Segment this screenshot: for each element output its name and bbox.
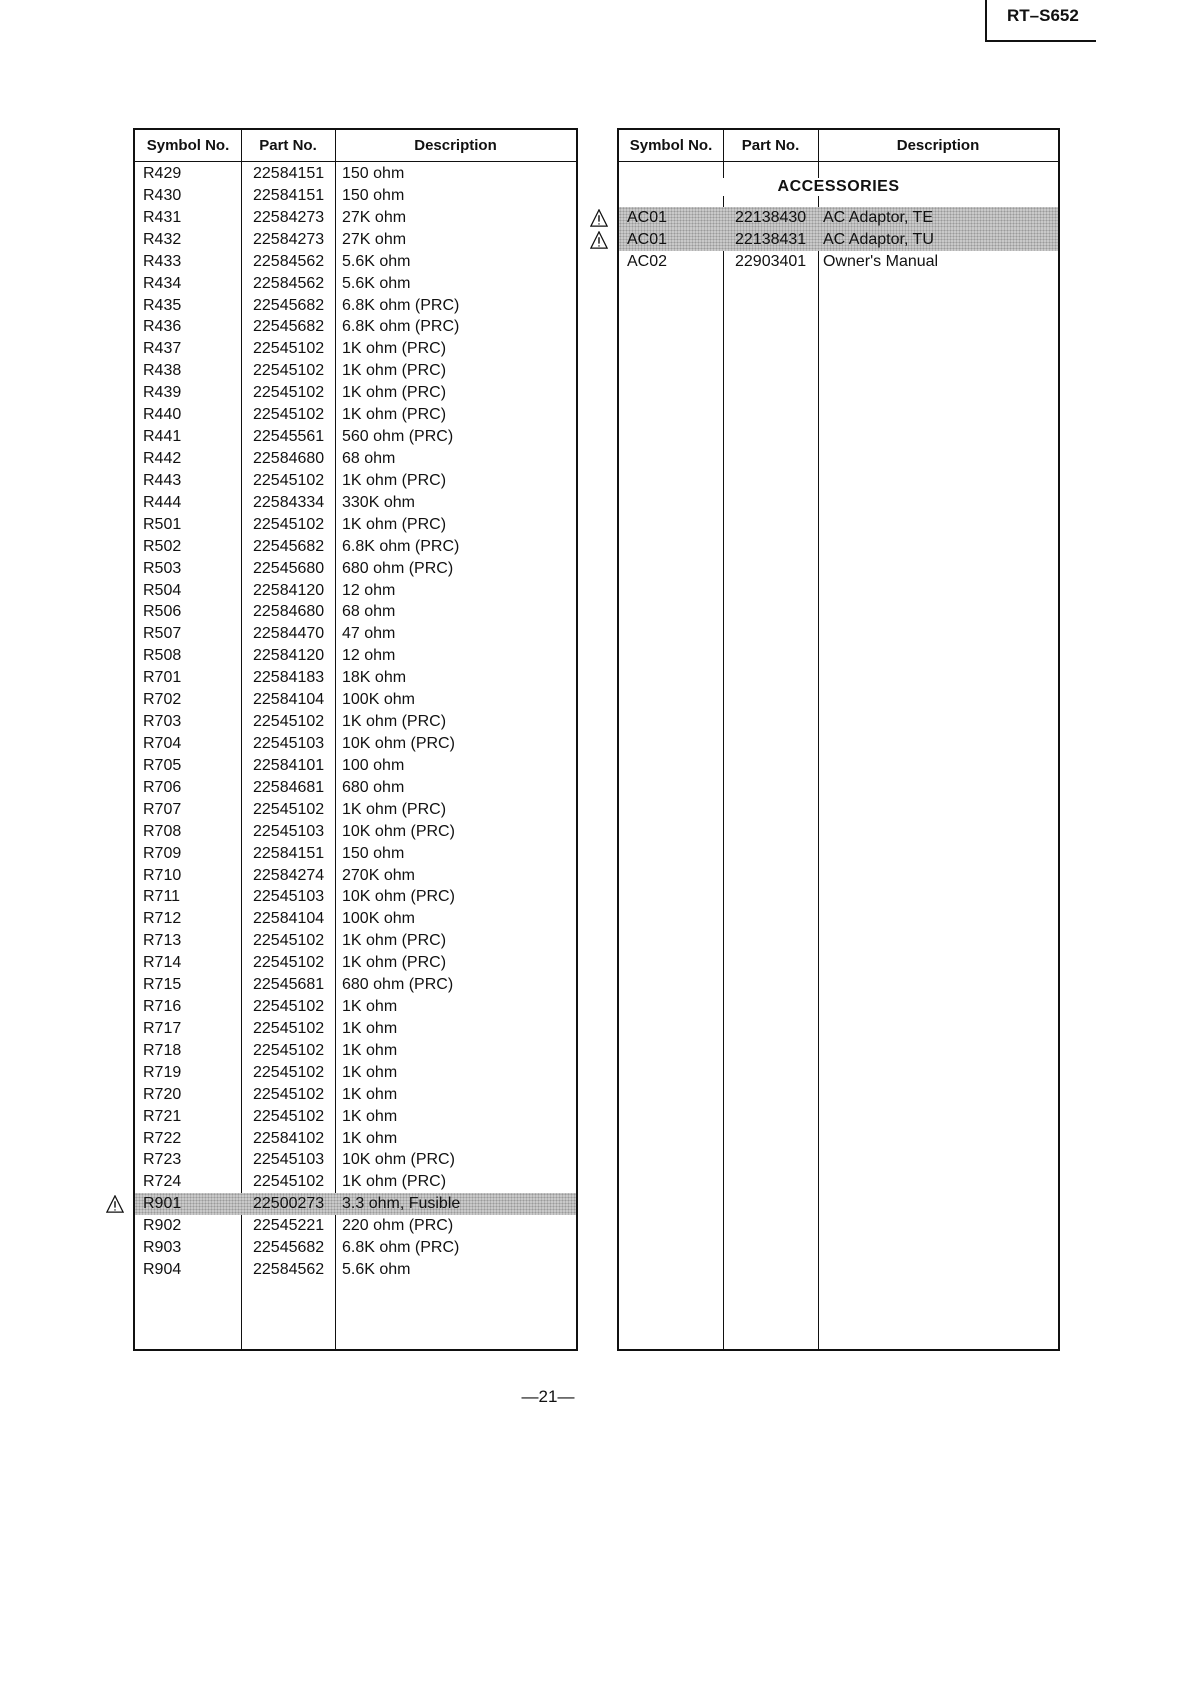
- header-part-no: Part No.: [259, 137, 317, 154]
- cell-symbol: R443: [143, 471, 182, 489]
- table-row: [135, 273, 576, 295]
- table-row: [619, 207, 1058, 229]
- safety-warning-icon: [106, 1195, 124, 1213]
- cell-description: 1K ohm: [342, 1019, 398, 1037]
- cell-description: 560 ohm (PRC): [342, 428, 454, 446]
- cell-part-no: 22545103: [253, 1151, 325, 1169]
- cell-symbol: R711: [143, 888, 181, 906]
- cell-symbol: R716: [143, 998, 182, 1016]
- cell-description: 68 ohm: [342, 449, 396, 467]
- cell-part-no: 22584104: [253, 910, 325, 928]
- cell-part-no: 22584151: [253, 165, 325, 182]
- cell-symbol: R704: [143, 734, 182, 752]
- cell-part-no: 22584274: [253, 866, 325, 884]
- table-body: [619, 207, 1058, 273]
- table-row: [135, 426, 576, 448]
- cell-part-no: 22584680: [253, 449, 325, 467]
- cell-symbol: R723: [143, 1151, 182, 1169]
- cell-description: 6.8K ohm (PRC): [342, 1239, 460, 1257]
- cell-symbol: R720: [143, 1085, 182, 1103]
- cell-description: 1K ohm (PRC): [342, 800, 447, 818]
- cell-symbol: R712: [143, 910, 182, 928]
- table-row: [135, 1106, 576, 1128]
- cell-description: 12 ohm: [342, 647, 396, 665]
- cell-part-no: 22545103: [253, 888, 325, 906]
- cell-description: 150 ohm: [342, 844, 405, 862]
- header-symbol-no: Symbol No.: [146, 137, 230, 154]
- cell-part-no: 22545102: [253, 1085, 325, 1103]
- cell-symbol: AC02: [627, 252, 668, 270]
- cell-description: 220 ohm (PRC): [342, 1217, 454, 1235]
- cell-description: 1K ohm (PRC): [342, 954, 447, 972]
- cell-description: 6.8K ohm (PRC): [342, 296, 460, 314]
- table-row: [135, 536, 576, 558]
- cell-description: 1K ohm: [342, 998, 398, 1016]
- cell-description: 5.6K ohm: [342, 252, 411, 270]
- cell-description: 1K ohm (PRC): [342, 1173, 447, 1191]
- cell-description: 6.8K ohm (PRC): [342, 318, 460, 336]
- cell-symbol: R439: [143, 384, 182, 402]
- table-row: [135, 799, 576, 821]
- cell-part-no: 22545103: [253, 734, 325, 752]
- table-row: [135, 843, 576, 865]
- cell-part-no: 22545102: [253, 1041, 325, 1059]
- cell-symbol: R719: [143, 1063, 182, 1081]
- cell-symbol: R442: [143, 449, 182, 467]
- column-divider: [723, 130, 724, 1349]
- table-row: [135, 952, 576, 974]
- header-part-no: Part No.: [741, 137, 800, 154]
- cell-description: 330K ohm: [342, 493, 415, 511]
- cell-part-no: 22584151: [253, 186, 325, 204]
- cell-part-no: 22903401: [735, 252, 807, 270]
- safety-warning-icon: [590, 209, 608, 227]
- cell-symbol: R433: [143, 252, 182, 270]
- cell-description: 3.3 ohm, Fusible: [342, 1195, 461, 1213]
- table-row: [135, 185, 576, 207]
- cell-description: 680 ohm (PRC): [342, 976, 454, 994]
- table-row: [135, 1062, 576, 1084]
- cell-description: 1K ohm (PRC): [342, 932, 447, 950]
- cell-part-no: 22584562: [253, 1261, 325, 1279]
- cell-part-no: 22584120: [253, 647, 325, 665]
- table-row: [135, 645, 576, 667]
- table-row: [135, 711, 576, 733]
- cell-part-no: 22584104: [253, 691, 325, 709]
- cell-part-no: 22545102: [253, 932, 325, 950]
- table-row: [135, 229, 576, 251]
- cell-part-no: 22545102: [253, 362, 325, 380]
- cell-description: 27K ohm: [342, 208, 407, 226]
- parts-table-resistors: [133, 128, 578, 1351]
- table-row: [135, 295, 576, 317]
- cell-symbol: AC01: [627, 209, 668, 226]
- cell-symbol: R708: [143, 822, 182, 840]
- cell-description: 12 ohm: [342, 581, 396, 599]
- cell-part-no: 22584334: [253, 493, 325, 511]
- cell-description: 27K ohm: [342, 230, 407, 248]
- cell-description: 1K ohm (PRC): [342, 406, 447, 424]
- cell-symbol: R429: [143, 165, 182, 182]
- cell-description: 1K ohm (PRC): [342, 340, 447, 358]
- cell-part-no: 22545102: [253, 1173, 325, 1191]
- cell-part-no: 22545102: [253, 406, 325, 424]
- cell-symbol: R503: [143, 559, 182, 577]
- safety-warning-icon: [590, 231, 608, 249]
- cell-symbol: R507: [143, 625, 182, 643]
- cell-symbol: R715: [143, 976, 182, 994]
- cell-symbol: R432: [143, 230, 182, 248]
- cell-part-no: 22545102: [253, 515, 325, 533]
- cell-description: 1K ohm: [342, 1063, 398, 1081]
- cell-part-no: 22545102: [253, 713, 325, 731]
- cell-part-no: 22138430: [735, 209, 807, 226]
- cell-symbol: R502: [143, 537, 182, 555]
- cell-symbol: R903: [143, 1239, 182, 1257]
- table-row: [135, 755, 576, 777]
- cell-symbol: R506: [143, 603, 182, 621]
- table-row: [135, 404, 576, 426]
- table-row: [135, 1193, 576, 1215]
- cell-description: 10K ohm (PRC): [342, 734, 455, 752]
- cell-description: 10K ohm (PRC): [342, 888, 455, 906]
- cell-part-no: 22545102: [253, 1019, 325, 1037]
- cell-description: 1K ohm: [342, 1041, 398, 1059]
- cell-symbol: R710: [143, 866, 182, 884]
- cell-symbol: R435: [143, 296, 182, 314]
- cell-description: 1K ohm (PRC): [342, 471, 447, 489]
- table-row: [135, 865, 576, 887]
- cell-part-no: 22545102: [253, 340, 325, 358]
- cell-part-no: 22584470: [253, 625, 325, 643]
- cell-description: 100K ohm: [342, 691, 415, 709]
- cell-description: 5.6K ohm: [342, 1261, 411, 1279]
- table-row: [619, 229, 1058, 251]
- table-header: [619, 130, 1058, 162]
- cell-symbol: R705: [143, 756, 182, 774]
- cell-description: 6.8K ohm (PRC): [342, 537, 460, 555]
- cell-part-no: 22584101: [253, 756, 325, 774]
- table-row: [135, 1040, 576, 1062]
- cell-symbol: R701: [143, 669, 182, 687]
- cell-part-no: 22584562: [253, 274, 325, 292]
- cell-description: 1K ohm (PRC): [342, 515, 447, 533]
- cell-part-no: 22584151: [253, 844, 325, 862]
- cell-symbol: R702: [143, 691, 182, 709]
- cell-part-no: 22545103: [253, 822, 325, 840]
- table-row: [135, 908, 576, 930]
- cell-symbol: R508: [143, 647, 182, 665]
- cell-description: AC Adaptor, TU: [823, 230, 934, 248]
- table-row: [135, 207, 576, 229]
- table-row: [135, 580, 576, 602]
- cell-symbol: R440: [143, 406, 182, 424]
- cell-part-no: 22545682: [253, 537, 325, 555]
- table-row: [619, 251, 1058, 273]
- cell-symbol: R504: [143, 581, 182, 599]
- cell-part-no: 22545682: [253, 1239, 325, 1257]
- cell-description: 10K ohm (PRC): [342, 1151, 455, 1169]
- cell-symbol: R703: [143, 713, 182, 731]
- cell-part-no: 22584102: [253, 1129, 325, 1147]
- cell-description: 1K ohm: [342, 1107, 398, 1125]
- cell-symbol: R904: [143, 1261, 182, 1279]
- cell-part-no: 22584273: [253, 230, 325, 248]
- table-row: [135, 251, 576, 273]
- header-symbol-no: Symbol No.: [629, 137, 713, 154]
- cell-symbol: R441: [143, 428, 182, 446]
- cell-symbol: R436: [143, 318, 182, 336]
- table-row: [135, 1128, 576, 1150]
- table-body: [135, 163, 576, 1281]
- table-row: [135, 448, 576, 470]
- table-row: [135, 974, 576, 996]
- parts-table-accessories: [617, 128, 1060, 1351]
- table-row: [135, 1018, 576, 1040]
- cell-part-no: 22500273: [253, 1195, 325, 1213]
- cell-description: AC Adaptor, TE: [823, 209, 933, 226]
- cell-symbol: R501: [143, 515, 182, 533]
- table-row: [135, 623, 576, 645]
- cell-symbol: R434: [143, 274, 182, 292]
- cell-description: 270K ohm: [342, 866, 415, 884]
- cell-symbol: R444: [143, 493, 182, 511]
- cell-symbol: R714: [143, 954, 182, 972]
- cell-part-no: 22584562: [253, 252, 325, 270]
- cell-description: 5.6K ohm: [342, 274, 411, 292]
- cell-description: 10K ohm (PRC): [342, 822, 455, 840]
- table-row: [135, 821, 576, 843]
- cell-symbol: R902: [143, 1217, 182, 1235]
- cell-description: 1K ohm (PRC): [342, 713, 447, 731]
- page-number: —21—: [521, 1387, 575, 1406]
- cell-description: Owner's Manual: [823, 252, 939, 270]
- cell-part-no: 22584273: [253, 208, 325, 226]
- table-row: [135, 777, 576, 799]
- cell-part-no: 22545102: [253, 800, 325, 818]
- table-row: [135, 1171, 576, 1193]
- cell-symbol: R724: [143, 1173, 182, 1191]
- cell-description: 1K ohm: [342, 1085, 398, 1103]
- model-number: RT–S652: [1007, 6, 1079, 25]
- table-row: [135, 1215, 576, 1237]
- cell-part-no: 22545102: [253, 384, 325, 402]
- cell-description: 18K ohm: [342, 669, 407, 687]
- cell-symbol: R901: [143, 1195, 182, 1213]
- cell-part-no: 22545221: [253, 1217, 325, 1235]
- cell-description: 150 ohm: [342, 186, 405, 204]
- cell-part-no: 22545102: [253, 998, 325, 1016]
- table-row: [135, 1237, 576, 1259]
- cell-part-no: 22545680: [253, 559, 325, 577]
- cell-symbol: R718: [143, 1041, 182, 1059]
- cell-part-no: 22584680: [253, 603, 325, 621]
- table-row: [135, 667, 576, 689]
- cell-description: 100 ohm: [342, 756, 405, 774]
- cell-symbol: R721: [143, 1107, 182, 1125]
- table-row: [135, 470, 576, 492]
- table-row: [135, 163, 576, 185]
- cell-description: 47 ohm: [342, 625, 396, 643]
- cell-part-no: 22545682: [253, 296, 325, 314]
- cell-symbol: R438: [143, 362, 182, 380]
- table-row: [135, 1149, 576, 1171]
- table-row: [135, 886, 576, 908]
- cell-description: 1K ohm: [342, 1129, 398, 1147]
- cell-symbol: R713: [143, 932, 182, 950]
- cell-symbol: R431: [143, 208, 182, 226]
- table-row: [135, 492, 576, 514]
- cell-symbol: R437: [143, 340, 182, 358]
- cell-part-no: 22545681: [253, 976, 325, 994]
- table-row: [135, 996, 576, 1018]
- table-row: [135, 382, 576, 404]
- cell-description: 680 ohm (PRC): [342, 559, 454, 577]
- cell-part-no: 22584120: [253, 581, 325, 599]
- cell-symbol: R430: [143, 186, 182, 204]
- cell-part-no: 22545102: [253, 471, 325, 489]
- table-row: [135, 689, 576, 711]
- cell-description: 1K ohm (PRC): [342, 384, 447, 402]
- cell-part-no: 22545102: [253, 1107, 325, 1125]
- table-header: [135, 130, 576, 162]
- table-row: [135, 1084, 576, 1106]
- cell-part-no: 22138431: [735, 230, 807, 248]
- table-row: [135, 1259, 576, 1281]
- table-row: [135, 514, 576, 536]
- cell-part-no: 22584183: [253, 669, 325, 687]
- table-row: [135, 316, 576, 338]
- table-row: [135, 338, 576, 360]
- table-row: [135, 930, 576, 952]
- cell-description: 68 ohm: [342, 603, 396, 621]
- cell-symbol: R722: [143, 1129, 182, 1147]
- model-tag: [985, 0, 1096, 42]
- cell-description: 150 ohm: [342, 165, 405, 182]
- cell-part-no: 22584681: [253, 778, 325, 796]
- cell-part-no: 22545102: [253, 1063, 325, 1081]
- table-row: [135, 558, 576, 580]
- cell-part-no: 22545561: [253, 428, 325, 446]
- header-description: Description: [896, 137, 980, 154]
- column-divider: [818, 130, 819, 1349]
- table-row: [135, 601, 576, 623]
- cell-description: 1K ohm (PRC): [342, 362, 447, 380]
- header-description: Description: [414, 137, 497, 154]
- cell-symbol: R709: [143, 844, 182, 862]
- table-row: [135, 360, 576, 382]
- cell-description: 680 ohm: [342, 778, 405, 796]
- section-title-accessories: ACCESSORIES: [620, 178, 1057, 196]
- table-row: [135, 733, 576, 755]
- cell-symbol: AC01: [627, 230, 668, 248]
- cell-part-no: 22545682: [253, 318, 325, 336]
- cell-symbol: R717: [143, 1019, 182, 1037]
- cell-description: 100K ohm: [342, 910, 415, 928]
- cell-part-no: 22545102: [253, 954, 325, 972]
- cell-symbol: R706: [143, 778, 182, 796]
- cell-symbol: R707: [143, 800, 182, 818]
